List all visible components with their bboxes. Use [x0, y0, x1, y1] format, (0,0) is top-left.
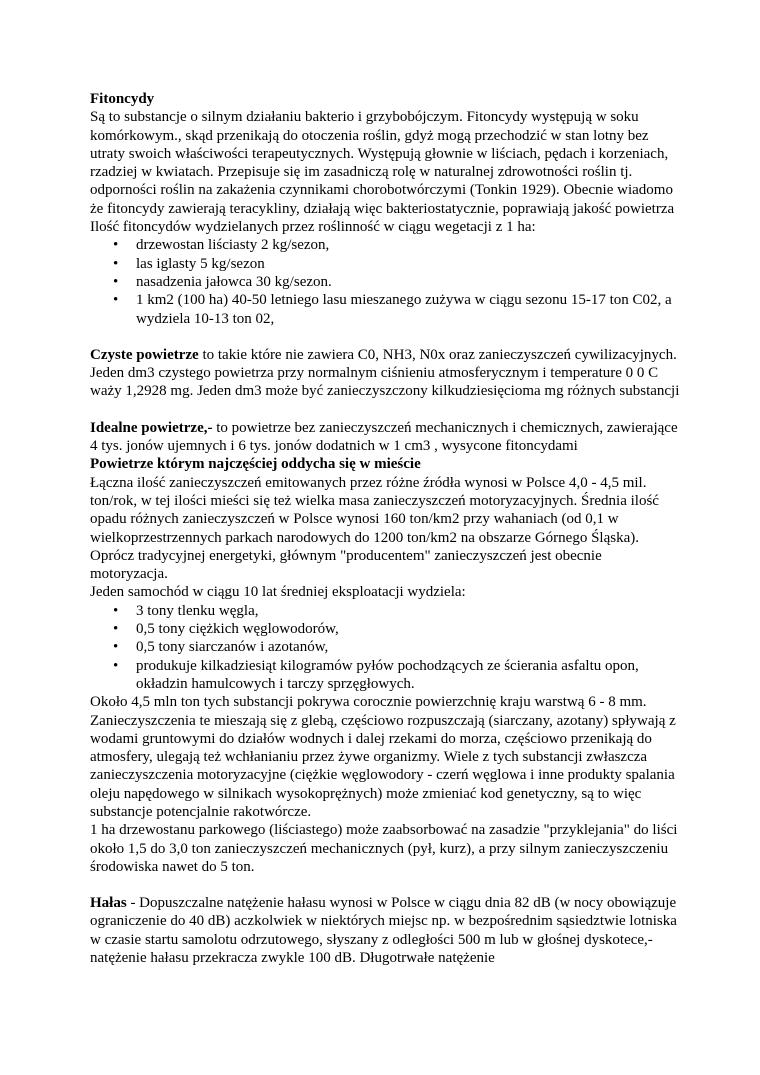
- paragraph-halas: Hałas - Dopuszczalne natężenie hałasu wynosi w Polsce w ciągu dnia 82 dB (w nocy obowiązuje ograniczenie do 40 dB) aczkolwiek w niektórych miejsc np. w bezpośrednim sąsiedztwie lotniska w czasie startu samolotu odrzutowego, słyszany z odległości 500 m lub w głośnej dyskotece,- natężenie hałasu przekracza zwykle 100 dB. Długotrwałe natężenie: [90, 895, 677, 967]
- paragraph-miasto-2: Około 4,5 mln ton tych substancji pokrywa corocznie powierzchnię kraju warstwą 6 - 8 mm. Zanieczyszczenia te mieszają się z glebą, częściowo rozpuszczają (siarczany, azotany) spływają z wodami gruntowymi do działów wodnych i dalej rzekami do morza, częściowo przenikają do atmosfery, ulegają też wchłanianiu przez żywe organizmy. Wiele z tych substancji zwłaszcza zanieczyszczenia motoryzacyjne (ciężkie węglowodory - czerń węglowa i inne produkty spalania oleju napędowego w silnikach wysokoprężnych) może zmieniać kod genetyczny, są to więc substancje potencjalnie rakotwórcze.: [90, 694, 676, 820]
- paragraph-miasto-1: Łączna ilość zanieczyszczeń emitowanych przez różne źródła wynosi w Polsce 4,0 - 4,5 mil. ton/rok, w tej ilości mieści się też wielka masa zanieczyszczeń motoryzacyjnych. Średnia ilość opadu różnych zanieczyszczeń w Polsce wynosi 160 ton/km2 przy wahaniach (od 0,1 w wielkoprzestrzennych parkach narodowych do 1200 ton/km2 na obszarze Górnego Śląska). Oprócz tradycyjnej energetyki, głównym "producentem" zanieczyszczeń jest obecnie motoryzacja.: [90, 474, 659, 583]
- heading-powietrze-w-miescie: Powietrze którym najczęściej oddycha się w mieście: [90, 456, 421, 473]
- heading-czyste-powietrze: Czyste powietrze: [90, 346, 199, 363]
- list-fitoncydy: [90, 236, 680, 327]
- list-item: • las iglasty 5 kg/sezon: [113, 255, 265, 272]
- heading-fitoncydy: Fitoncydy: [90, 91, 155, 107]
- bullet-icon: •: [113, 657, 119, 674]
- list-samochod: [90, 602, 680, 693]
- list-item: • nasadzenia jałowca 30 kg/sezon.: [113, 273, 332, 290]
- paragraph-fitoncydy-list-intro: Ilość fitoncydów wydzielanych przez roślinność w ciągu wegetacji z 1 ha:: [90, 219, 536, 236]
- paragraph-miasto-list-intro: Jeden samochód w ciągu 10 lat średniej eksploatacji wydziela:: [90, 584, 466, 601]
- list-item: • 0,5 tony siarczanów i azotanów,: [113, 639, 329, 656]
- paragraph-fitoncydy: Są to substancje o silnym działaniu bakterio i grzybobójczym. Fitoncydy występują w soku komórkowym., skąd przenikają do otoczenia roślin, gdyż mogą przechodzić w stan lotny bez utraty swoich właściwości terapeutycznych. Występują głownie w liściach, pędach i korzeniach, rzadziej w kwiatach. Przepisuje się im zasadniczą rolę w naturalnej zdrowotności roślin tj. odporności roślin na zakażenia czynnikami chorobotwórczymi (Tonkin 1929). Obecnie wiadomo że fitoncydy zawierają teracykliny, działają więc bakteriostatycznie, poprawiają jakość powietrza: [90, 109, 675, 217]
- list-item: • drzewostan liściasty 2 kg/sezon,: [113, 237, 330, 254]
- document-page: [90, 90, 680, 967]
- bullet-icon: •: [113, 621, 119, 638]
- bullet-icon: •: [113, 237, 119, 254]
- spacer: [90, 401, 680, 419]
- list-item: • 0,5 tony ciężkich węglowodorów,: [113, 621, 339, 638]
- list-item: • 1 km2 (100 ha) 40-50 letniego lasu mieszanego zużywa w ciągu sezonu 15-17 ton C02, a wydziela 10-13 ton 02,: [113, 292, 672, 327]
- paragraph-idealne-powietrze: Idealne powietrze,- to powietrze bez zanieczyszczeń mechanicznych i chemicznych, zawierające 4 tys. jonów ujemnych i 6 tys. jonów dodatnich w 1 cm3 , wysycone fitoncydami: [90, 419, 678, 455]
- heading-idealne-powietrze: Idealne powietrze,-: [90, 419, 213, 436]
- bullet-icon: •: [113, 292, 119, 309]
- bullet-icon: •: [113, 255, 119, 272]
- paragraph-czyste-powietrze: Czyste powietrze to takie które nie zawiera C0, NH3, N0x oraz zanieczyszczeń cywilizacyjnych. Jeden dm3 czystego powietrza przy normalnym ciśnieniu atmosferycznym i temperature 0 0 C waży 1,2928 mg. Jeden dm3 może być zanieczyszczony kilkudziesięcioma mg różnych substancji: [90, 346, 680, 400]
- bullet-icon: •: [113, 602, 119, 619]
- heading-halas: Hałas: [90, 895, 127, 912]
- spacer: [90, 328, 680, 346]
- spacer: [90, 876, 680, 894]
- bullet-icon: •: [113, 639, 119, 656]
- list-item: • 3 tony tlenku węgla,: [113, 602, 259, 619]
- list-item: • produkuje kilkadziesiąt kilogramów pyłów pochodzących ze ścierania asfaltu opon, okładzin hamulcowych i tarczy sprzęgłowych.: [113, 657, 639, 692]
- paragraph-miasto-3: 1 ha drzewostanu parkowego (liściastego) może zaabsorbować na zasadzie "przyklejania" do liści około 1,5 do 3,0 ton zanieczyszczeń mechanicznych (pył, kurz), a przy silnym zanieczyszczeniu środowiska nawet do 5 ton.: [90, 822, 678, 875]
- bullet-icon: •: [113, 273, 119, 290]
